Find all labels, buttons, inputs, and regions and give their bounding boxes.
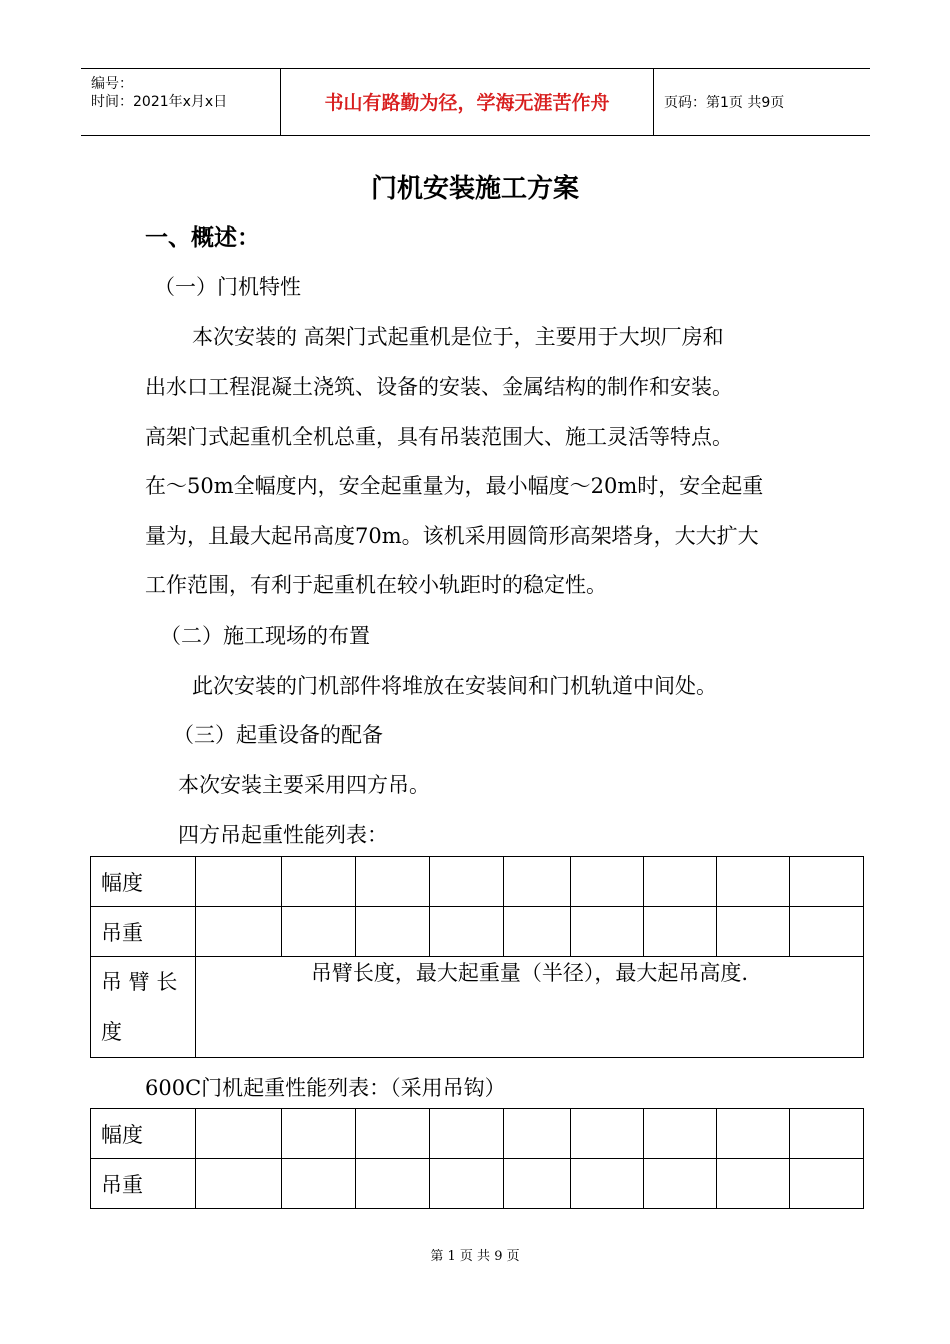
subheading-gantry-features: （一）门机特性 bbox=[154, 275, 301, 299]
section-heading-overview: 一、概述： bbox=[145, 225, 260, 251]
table1-caption: 四方吊起重性能列表： bbox=[178, 823, 388, 847]
header-page-info: 页码：第1页 共9页 bbox=[664, 95, 785, 111]
lifting-equipment-text: 本次安装主要采用四方吊。 bbox=[178, 773, 430, 797]
paragraph-line: 高架门式起重机全机总重，具有吊装范围大、施工灵活等特点。 bbox=[145, 425, 733, 449]
boom-length-text: 吊臂长度，最大起重量（半径），最大起吊高度. bbox=[196, 957, 864, 1058]
table-row-label: 吊重 bbox=[91, 1159, 196, 1209]
crane-performance-table-2 bbox=[90, 1108, 864, 1209]
site-layout-text: 此次安装的门机部件将堆放在安装间和门机轨道中间处。 bbox=[192, 674, 717, 698]
subheading-site-layout: （二）施工现场的布置 bbox=[160, 624, 370, 648]
table2-caption: 600C门机起重性能列表：（采用吊钩） bbox=[145, 1076, 506, 1100]
paragraph-line: 工作范围，有利于起重机在较小轨距时的稳定性。 bbox=[145, 573, 607, 597]
page-footer: 第 1 页 共 9 页 bbox=[430, 1249, 520, 1264]
document-header bbox=[81, 68, 870, 136]
time-label: 时间：2021年x月x日 bbox=[91, 94, 228, 110]
document-title: 门机安装施工方案 bbox=[370, 174, 579, 204]
paragraph-line: 出水口工程混凝土浇筑、设备的安装、金属结构的制作和安装。 bbox=[145, 375, 733, 399]
header-motto: 书山有路勤为径，学海无涯苦作舟 bbox=[281, 69, 654, 135]
table-row-label: 幅度 bbox=[91, 1109, 196, 1159]
paragraph-line: 在～50m全幅度内，安全起重量为，最小幅度～20m时，安全起重 bbox=[145, 474, 764, 498]
table-row-label: 吊 臂 长 度 bbox=[91, 957, 196, 1058]
header-left-cell bbox=[81, 69, 281, 135]
crane-performance-table-1 bbox=[90, 856, 864, 1058]
code-label: 编号： bbox=[91, 76, 133, 92]
paragraph-line: 量为，且最大起吊高度70m。该机采用圆筒形高架塔身，大大扩大 bbox=[145, 524, 759, 548]
table-row-label: 吊重 bbox=[91, 907, 196, 957]
table-row-label: 幅度 bbox=[91, 857, 196, 907]
paragraph-line: 本次安装的 高架门式起重机是位于，主要用于大坝厂房和 bbox=[192, 325, 724, 349]
subheading-lifting-equipment: （三）起重设备的配备 bbox=[173, 723, 383, 747]
